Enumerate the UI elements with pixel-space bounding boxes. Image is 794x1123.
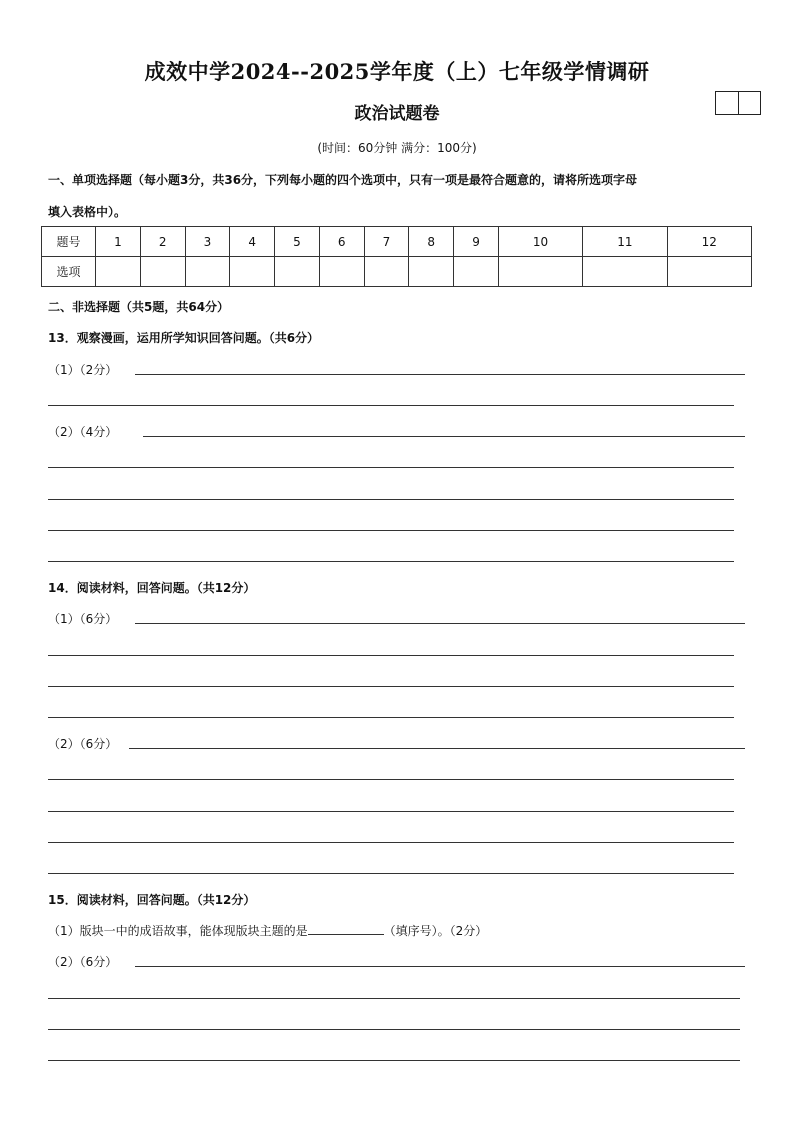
answer-cell[interactable] <box>275 257 320 287</box>
q15-part1 <box>48 922 487 939</box>
fill-blank[interactable] <box>308 922 384 935</box>
answer-line[interactable] <box>48 717 734 718</box>
q14-part2-label: （2）（6分） <box>48 737 118 751</box>
q14-part1-label: （1）（6分） <box>48 612 118 626</box>
answer-line[interactable] <box>48 1060 740 1061</box>
answer-line[interactable] <box>48 405 734 406</box>
answer-line[interactable] <box>48 779 734 780</box>
q14-title: 14．阅读材料，回答问题。（共12分） <box>48 581 256 595</box>
answer-line[interactable] <box>48 686 734 687</box>
answer-line[interactable] <box>48 998 740 999</box>
answer-cell[interactable] <box>583 257 667 287</box>
answer-cell[interactable] <box>140 257 185 287</box>
question-number: 5 <box>275 227 320 257</box>
answer-line[interactable] <box>48 842 734 843</box>
answer-line[interactable] <box>48 467 734 468</box>
question-number: 3 <box>185 227 230 257</box>
answer-cell[interactable] <box>409 257 454 287</box>
section1-instruction: 一、单项选择题（每小题3分，共36分，下列每小题的四个选项中，只有一项是最符合题意的，请将所选项字母 <box>48 173 638 187</box>
q13-part2-label: （2）（4分） <box>48 425 118 439</box>
answer-cell[interactable] <box>667 257 751 287</box>
score-box <box>716 92 738 114</box>
question-number: 11 <box>583 227 667 257</box>
question-number: 2 <box>140 227 185 257</box>
q13-title: 13．观察漫画，运用所学知识回答问题。（共6分） <box>48 331 320 345</box>
answer-cell[interactable] <box>230 257 275 287</box>
answer-cell[interactable] <box>364 257 409 287</box>
answer-line[interactable] <box>48 873 734 874</box>
answer-table-choice-row <box>42 257 752 287</box>
answer-line[interactable] <box>48 655 734 656</box>
question-number: 1 <box>96 227 141 257</box>
exam-subtitle: 政治试题卷 <box>354 104 440 124</box>
section2-heading: 二、非选择题（共5题，共64分） <box>48 300 230 314</box>
answer-line[interactable] <box>129 748 745 749</box>
answer-line[interactable] <box>48 811 734 812</box>
question-number: 12 <box>667 227 751 257</box>
score-boxes <box>715 91 761 115</box>
answer-cell[interactable] <box>454 257 499 287</box>
answer-line[interactable] <box>135 966 745 967</box>
row-label-choice: 选项 <box>42 257 96 287</box>
answer-table <box>41 226 752 287</box>
answer-cell[interactable] <box>319 257 364 287</box>
answer-line[interactable] <box>48 530 734 531</box>
answer-cell[interactable] <box>498 257 582 287</box>
question-number: 7 <box>364 227 409 257</box>
answer-line[interactable] <box>48 1029 740 1030</box>
q15-title: 15．阅读材料，回答问题。（共12分） <box>48 893 256 907</box>
answer-cell[interactable] <box>185 257 230 287</box>
time-info: (时间：60分钟 满分：100分) <box>317 141 477 155</box>
question-number: 9 <box>454 227 499 257</box>
question-number: 4 <box>230 227 275 257</box>
question-number: 6 <box>319 227 364 257</box>
row-label-number: 题号 <box>42 227 96 257</box>
q15-part2-label: （2）（6分） <box>48 955 118 969</box>
score-box <box>738 92 761 114</box>
question-number: 10 <box>498 227 582 257</box>
answer-line[interactable] <box>135 374 745 375</box>
question-number: 8 <box>409 227 454 257</box>
answer-line[interactable] <box>48 499 734 500</box>
q13-part1-label: （1）（2分） <box>48 363 118 377</box>
answer-line[interactable] <box>143 436 745 437</box>
q15-part1-suffix: （填序号）。（2分） <box>383 924 488 938</box>
exam-title: 成效中学2024--2025学年度（上）七年级学情调研 <box>144 59 650 84</box>
q15-part1-text: （1）版块一中的成语故事，能体现版块主题的是 <box>48 924 308 938</box>
answer-table-number-row <box>42 227 752 257</box>
section1-instruction-cont: 填入表格中）。 <box>48 205 127 219</box>
answer-cell[interactable] <box>96 257 141 287</box>
answer-line[interactable] <box>48 561 734 562</box>
answer-line[interactable] <box>135 623 745 624</box>
